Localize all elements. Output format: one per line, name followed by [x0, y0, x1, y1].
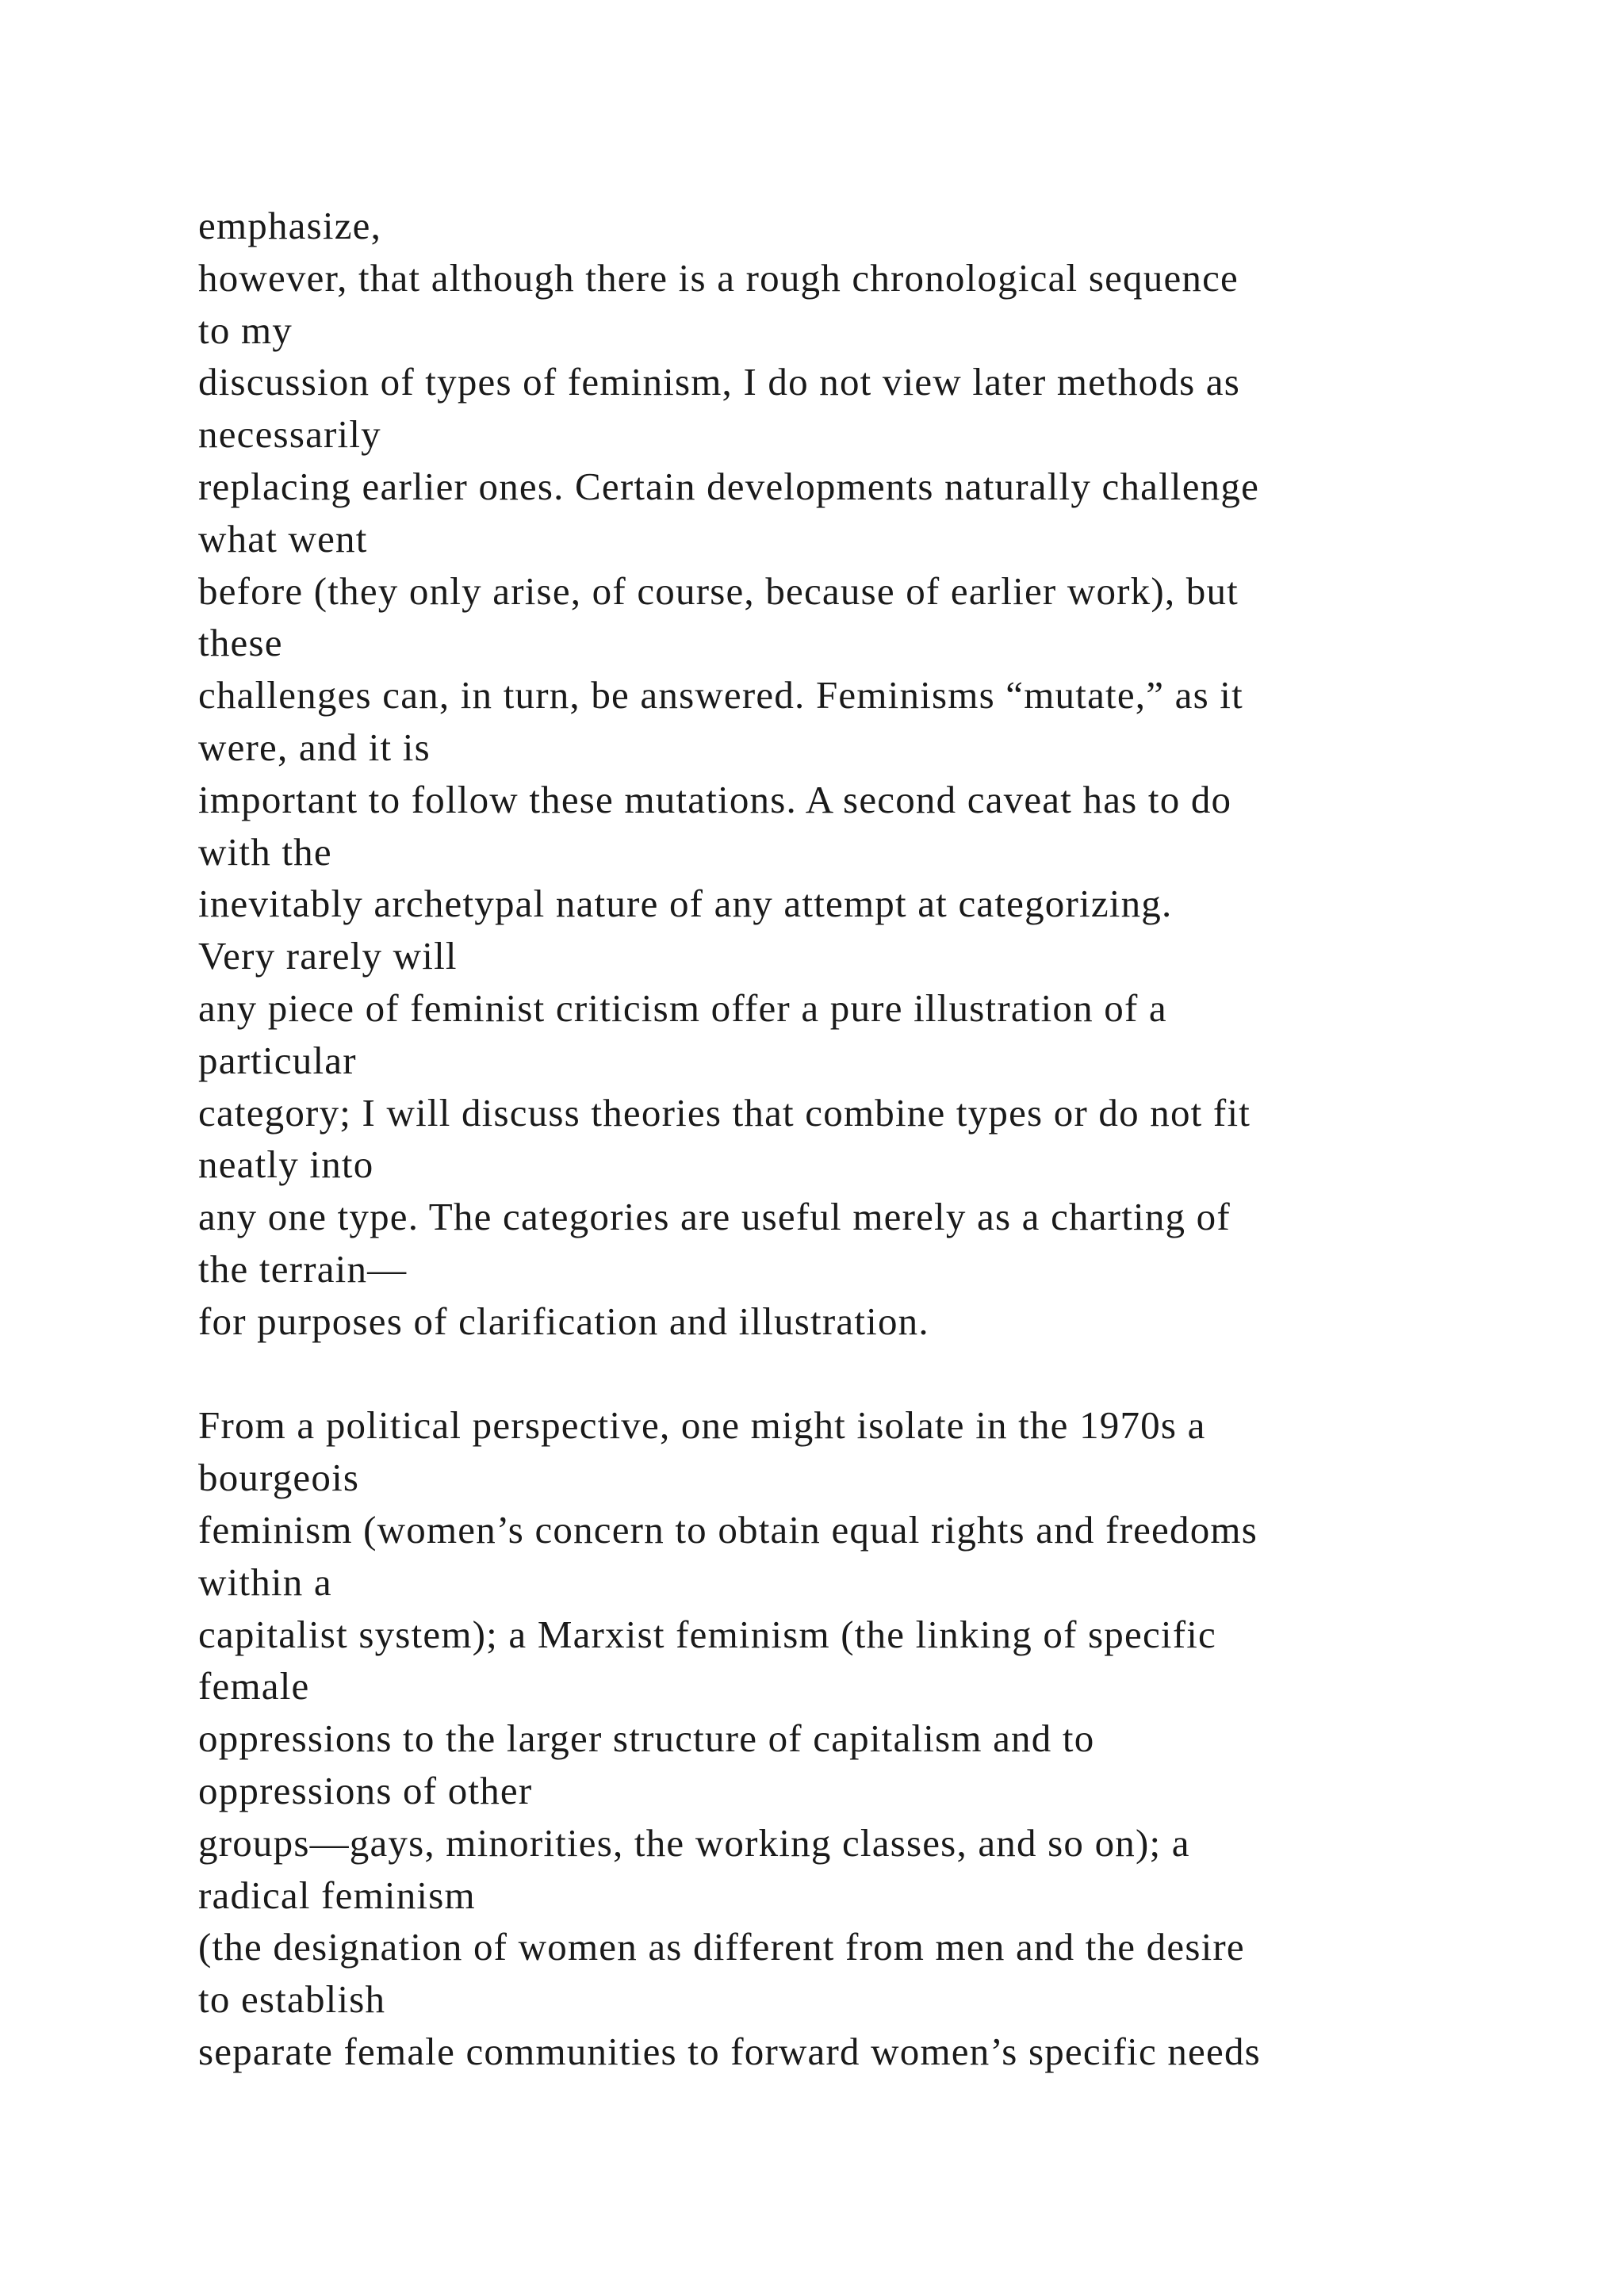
text-line: challenges can, in turn, be answered. Feminisms “mutate,” as it — [198, 673, 1243, 718]
text-line: feminism (women’s concern to obtain equal rights and freedoms — [198, 1507, 1258, 1552]
text-line: any piece of feminist criticism offer a pure illustration of a — [198, 985, 1167, 1030]
text-line: inevitably archetypal nature of any attempt at categorizing. — [198, 882, 1173, 926]
document-body-text — [198, 200, 1546, 2078]
paragraph-gap — [198, 1348, 1546, 1400]
text-line: what went — [198, 516, 368, 561]
text-line: neatly into — [198, 1142, 374, 1187]
text-line: these — [198, 621, 283, 665]
paragraph-2 — [198, 1399, 1546, 2077]
text-line: replacing earlier ones. Certain developments naturally challenge — [198, 464, 1260, 508]
text-line: for purposes of clarification and illustration. — [198, 1299, 929, 1343]
text-line: oppressions to the larger structure of capitalism and to — [198, 1716, 1095, 1761]
text-line: bourgeois — [198, 1456, 360, 1500]
text-line: within a — [198, 1559, 332, 1604]
text-line: oppressions of other — [198, 1768, 533, 1812]
text-line: (the designation of women as different from men and the desire — [198, 1925, 1245, 1969]
text-line: important to follow these mutations. A second caveat has to do — [198, 777, 1232, 821]
text-line: groups—gays, minorities, the working classes, and so on); a — [198, 1820, 1190, 1865]
text-line: radical feminism — [198, 1873, 476, 1917]
text-line: with the — [198, 829, 332, 874]
text-line: female — [198, 1664, 310, 1709]
text-line: discussion of types of feminism, I do not view later methods as — [198, 360, 1241, 404]
text-line: however, that although there is a rough chronological sequence — [198, 255, 1239, 300]
text-line: were, and it is — [198, 725, 431, 769]
text-line: separate female communities to forward women’s specific needs — [198, 2029, 1261, 2073]
text-line: before (they only arise, of course, because of earlier work), but — [198, 568, 1239, 613]
text-line: any one type. The categories are useful merely as a charting of — [198, 1195, 1231, 1239]
text-line: particular — [198, 1038, 357, 1082]
text-line: necessarily — [198, 412, 381, 457]
text-line: the terrain— — [198, 1246, 408, 1291]
text-line: to establish — [198, 1977, 386, 2022]
text-line: emphasize, — [198, 204, 382, 247]
text-line: Very rarely will — [198, 934, 458, 978]
text-line: to my — [198, 308, 293, 352]
text-line: capitalist system); a Marxist feminism (the linking of specific — [198, 1612, 1216, 1656]
text-line: category; I will discuss theories that combine types or do not fit — [198, 1090, 1251, 1135]
text-line: From a political perspective, one might isolate in the 1970s a — [198, 1403, 1206, 1448]
paragraph-1 — [198, 200, 1546, 1348]
